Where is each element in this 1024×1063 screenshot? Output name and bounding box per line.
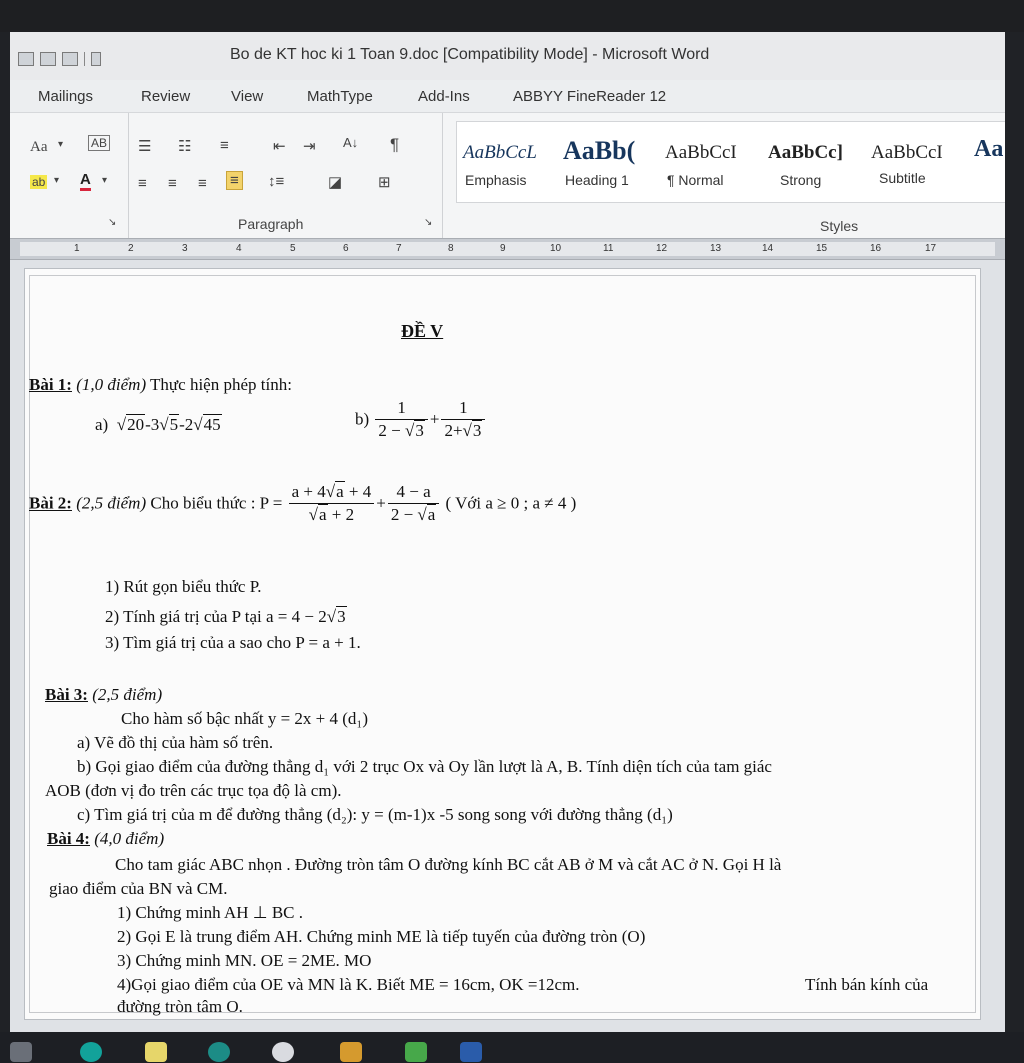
clear-format-icon[interactable]: AB — [88, 135, 110, 151]
bai2-heading — [29, 481, 576, 526]
style-normal[interactable] — [659, 122, 762, 202]
style-name: Subtitle — [879, 170, 926, 186]
paragraph-group — [128, 113, 443, 238]
ruler-track — [20, 242, 995, 256]
document-page[interactable] — [24, 268, 981, 1020]
bai1-part-a: a) √20-3√5-2√45 — [95, 415, 221, 434]
style-strong[interactable] — [762, 122, 865, 202]
operator: -3 — [145, 415, 160, 434]
bai4-label: Bài 4: — [47, 829, 90, 848]
align-center-icon[interactable]: ≡ — [168, 175, 177, 192]
sort-icon[interactable]: A↓ — [343, 135, 359, 150]
bai4-heading — [47, 829, 164, 849]
window-title: Bo de KT hoc ki 1 Toan 9.doc [Compatibility Mode] - Microsoft Word — [230, 46, 710, 63]
dialog-launcher-icon[interactable]: ↘ — [108, 217, 117, 228]
word-window — [10, 32, 1005, 1032]
font-color-icon[interactable]: A — [80, 171, 91, 191]
denominator: 2+√3 — [444, 421, 482, 440]
bai4-q4c: đường tròn tâm O. — [117, 997, 243, 1016]
dropdown-arrow-icon[interactable]: ▾ — [102, 175, 108, 186]
folder-icon[interactable] — [145, 1042, 167, 1062]
columns-icon[interactable] — [62, 52, 78, 66]
bai1-points: (1,0 điểm) — [76, 375, 147, 394]
ruler-number: 6 — [343, 243, 349, 254]
save-icon[interactable] — [18, 52, 34, 66]
style-name: Strong — [780, 172, 822, 188]
align-right-icon[interactable]: ≡ — [198, 175, 207, 192]
ruler-number: 10 — [550, 243, 562, 254]
customize-qat-icon[interactable] — [91, 52, 101, 66]
plus-sign: + — [429, 409, 440, 429]
bai1-label: Bài 1: — [29, 375, 72, 394]
radicand: 5 — [169, 415, 179, 434]
bai4-intro2: giao điểm của BN và CM. — [49, 879, 228, 898]
tab-review[interactable]: Review — [141, 88, 191, 105]
style-name: Emphasis — [465, 172, 527, 188]
taskbar — [0, 1032, 1024, 1063]
monitor-bezel-right — [1005, 32, 1024, 1032]
style-sample: Aa — [974, 136, 1004, 162]
multilevel-list-icon[interactable]: ≡ — [220, 137, 229, 154]
show-formatting-icon[interactable]: ¶ — [390, 135, 400, 154]
fraction — [375, 397, 427, 442]
ruler-number: 17 — [925, 243, 937, 254]
bai2-q3: 3) Tìm giá trị của a sao cho P = a + 1. — [105, 633, 361, 652]
numerator: 4 − a — [388, 481, 439, 504]
bai2-q2: 2) Tính giá trị của P tại a = 4 − 2√3 — [105, 607, 346, 626]
change-case-button[interactable]: Aa — [30, 139, 48, 155]
ruler-number: 12 — [656, 243, 668, 254]
tab-view[interactable]: View — [231, 88, 264, 105]
bai3-intro: Cho hàm số bậc nhất y = 2x + 4 (d₁) — [121, 709, 369, 728]
denominator: √a + 2 — [308, 505, 355, 524]
ruler-number: 8 — [448, 243, 454, 254]
radicand: 20 — [127, 415, 145, 434]
ruler-number: 9 — [500, 243, 506, 254]
align-left-icon[interactable]: ≡ — [138, 175, 147, 192]
browser-icon[interactable] — [80, 1042, 102, 1062]
bai4-q4a: 4)Gọi giao điểm của OE và MN là K. Biết ME = 16cm, OK =12cm. — [117, 975, 580, 994]
styles-group — [450, 113, 1005, 238]
bai4-q1: 1) Chứng minh AH ⊥ BC . — [117, 903, 304, 922]
dropdown-arrow-icon[interactable]: ▾ — [58, 139, 64, 150]
bai1-a-label: a) — [95, 415, 109, 434]
start-icon[interactable] — [10, 1042, 32, 1062]
style-name: ¶ Normal — [667, 172, 724, 188]
word-icon[interactable] — [460, 1042, 482, 1062]
numerator: 1 — [441, 397, 485, 420]
bai3-heading — [45, 685, 162, 705]
bullets-icon[interactable]: ☰ — [138, 138, 152, 155]
bai4-q4b: Tính bán kính của — [805, 975, 929, 994]
style-sample: AaBbCcL — [463, 142, 537, 163]
ruler-number: 2 — [128, 243, 134, 254]
document-area — [10, 260, 1005, 1032]
ruler-number: 3 — [182, 243, 188, 254]
bai1-b-label: b) — [355, 409, 370, 429]
tab-abbyy[interactable]: ABBYY FineReader 12 — [513, 88, 667, 105]
style-sample: AaBbCc] — [768, 142, 843, 163]
qat-separator — [84, 52, 85, 66]
ruler-number: 15 — [816, 243, 828, 254]
numbering-icon[interactable]: ☷ — [178, 138, 192, 155]
menu-bar — [10, 80, 1005, 112]
monitor-bezel-left — [0, 32, 10, 1032]
dropdown-arrow-icon[interactable]: ▾ — [54, 175, 60, 186]
styles-gallery — [456, 121, 1005, 203]
font-group — [10, 113, 129, 238]
ribbon — [10, 112, 1005, 238]
style-more[interactable] — [968, 122, 1005, 202]
style-sample: AaBb( — [563, 136, 636, 165]
style-sample: AaBbCcI — [871, 142, 943, 163]
spreadsheet-icon[interactable] — [405, 1042, 427, 1062]
fraction — [441, 397, 485, 442]
bai2-points: (2,5 điểm) — [76, 493, 147, 513]
tab-mathtype[interactable]: MathType — [307, 88, 373, 105]
plus-sign: + — [376, 493, 386, 513]
app-icon[interactable] — [340, 1042, 362, 1062]
bai3-b1: b) Gọi giao điểm của đường thẳng d₁ với 2 trục Ox và Oy lần lượt là A, B. Tính diện tích của tam giác — [77, 757, 772, 776]
style-sample: AaBbCcI — [665, 142, 737, 163]
ruler-number: 14 — [762, 243, 774, 254]
bai1-text: Thực hiện phép tính: — [146, 375, 292, 394]
style-name: Heading 1 — [565, 172, 629, 188]
exam-heading: ĐỀ V — [401, 321, 444, 341]
bai4-q2: 2) Gọi E là trung điểm AH. Chứng minh ME là tiếp tuyến của đường tròn (O) — [117, 927, 646, 946]
horizontal-ruler[interactable] — [10, 238, 1005, 260]
increase-indent-icon[interactable]: ⇥ — [303, 138, 316, 155]
styles-group-label: Styles — [820, 218, 859, 234]
operator: -2 — [179, 415, 194, 434]
ruler-number: 13 — [710, 243, 722, 254]
ruler-number: 5 — [290, 243, 296, 254]
bai4-points: (4,0 điểm) — [89, 829, 165, 848]
denominator: 2 − √a — [390, 505, 436, 524]
numerator: 1 — [375, 397, 427, 420]
fraction — [388, 481, 439, 526]
denominator: 2 − √3 — [378, 421, 424, 440]
bai1-heading — [29, 375, 292, 395]
fraction — [289, 481, 375, 526]
monitor-bezel-top — [0, 0, 1024, 32]
numerator: a + 4√a + 4 — [289, 481, 375, 504]
tab-mailings[interactable]: Mailings — [38, 88, 94, 105]
bai3-a: a) Vẽ đồ thị của hàm số trên. — [77, 733, 274, 752]
justify-icon[interactable]: ≡ — [226, 171, 243, 190]
highlight-icon[interactable]: ab — [32, 175, 46, 189]
dialog-launcher-icon[interactable]: ↘ — [424, 217, 433, 228]
bai4-q3: 3) Chứng minh MN. OE = 2ME. MO — [117, 951, 372, 970]
title-bar — [10, 32, 1005, 80]
borders-icon[interactable]: ⊞ — [378, 174, 391, 191]
ruler-number: 4 — [236, 243, 242, 254]
bai3-c: c) Tìm giá trị của m để đường thẳng (d₂): y = (m-1)x -5 song song với đường thẳng (d₁) — [77, 805, 673, 824]
media-icon[interactable] — [208, 1042, 230, 1062]
bai3-b2: AOB (đơn vị đo trên các trục tọa độ là cm). — [45, 781, 342, 800]
paragraph-group-label: Paragraph — [238, 216, 304, 232]
layout-icon[interactable] — [40, 52, 56, 66]
bai2-text: Cho biểu thức : P = — [146, 493, 287, 513]
tab-add-ins[interactable]: Add-Ins — [418, 88, 470, 105]
style-emphasis[interactable] — [457, 122, 557, 202]
decrease-indent-icon[interactable]: ⇤ — [273, 138, 286, 155]
shading-icon[interactable]: ◪ — [328, 174, 343, 191]
line-spacing-icon[interactable]: ↕≡ — [268, 173, 285, 190]
bai2-condition: ( Với a ≥ 0 ; a ≠ 4 ) — [445, 493, 577, 513]
chrome-icon[interactable] — [272, 1042, 294, 1062]
radicand: 45 — [203, 415, 221, 434]
bai4-intro1: Cho tam giác ABC nhọn . Đường tròn tâm O đường kính BC cắt AB ở M và cắt AC ở N. Gọi H là — [115, 855, 782, 874]
bai3-label: Bài 3: — [45, 685, 88, 704]
ruler-number: 7 — [396, 243, 402, 254]
ruler-number: 1 — [74, 243, 80, 254]
bai2-label: Bài 2: — [29, 493, 72, 513]
bai1-part-b — [355, 397, 487, 442]
ruler-number: 16 — [870, 243, 882, 254]
bai3-points: (2,5 điểm) — [87, 685, 163, 704]
bai2-q1: 1) Rút gọn biểu thức P. — [105, 577, 262, 596]
quick-access-toolbar — [18, 52, 101, 66]
style-heading-1[interactable] — [557, 122, 659, 202]
style-subtitle[interactable] — [865, 122, 968, 202]
ruler-number: 11 — [603, 243, 614, 254]
